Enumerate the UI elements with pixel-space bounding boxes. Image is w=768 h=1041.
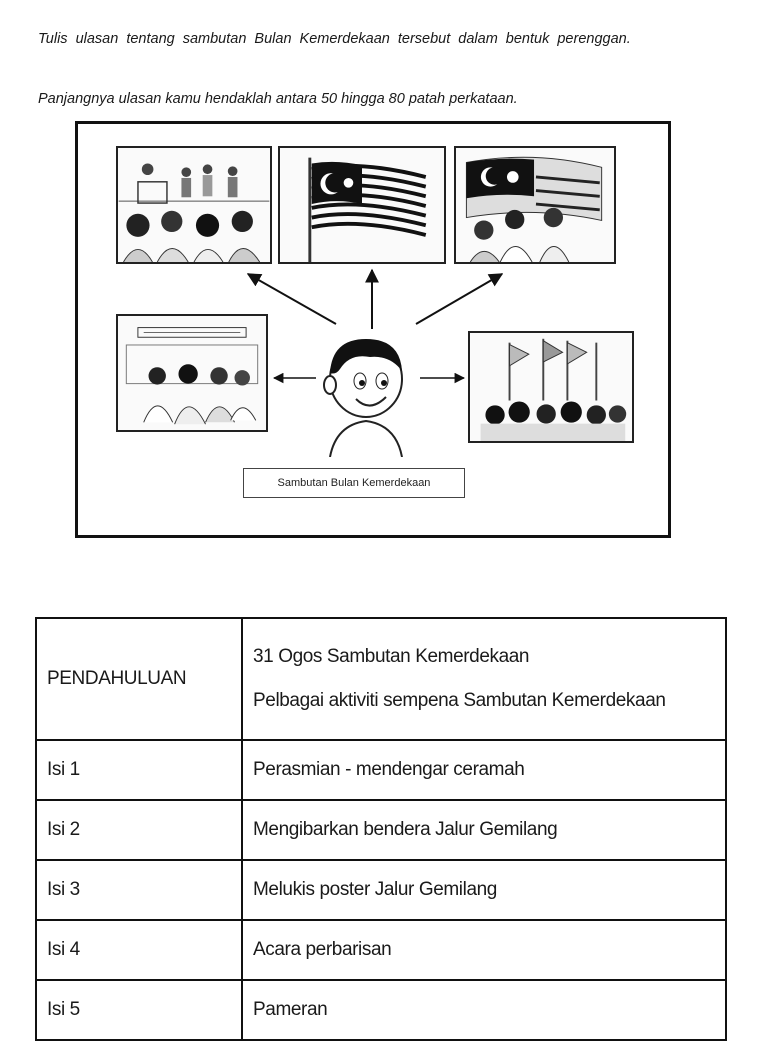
row-content: Pameran	[242, 980, 726, 1040]
row-label: Isi 3	[36, 860, 242, 920]
row-label: Isi 5	[36, 980, 242, 1040]
intro-line-2: Pelbagai aktiviti sempena Sambutan Kemerdekaan	[253, 690, 666, 711]
figure-caption: Sambutan Bulan Kemerdekaan	[243, 468, 465, 498]
essay-outline-table	[35, 617, 727, 1041]
intro-content	[242, 618, 726, 740]
table-row	[36, 980, 726, 1040]
panel-poster-drawing	[116, 314, 268, 432]
row-label: Isi 2	[36, 800, 242, 860]
table-row	[36, 800, 726, 860]
instruction-word-limit: Panjangnya ulasan kamu hendaklah antara 50 hingga 80 patah perkataan.	[38, 91, 518, 107]
row-content: Mengibarkan bendera Jalur Gemilang	[242, 800, 726, 860]
row-content: Acara perbarisan	[242, 920, 726, 980]
panel-malaysian-flag	[278, 146, 446, 264]
intro-line-1: 31 Ogos Sambutan Kemerdekaan	[253, 646, 530, 667]
picture-stimulus	[75, 121, 671, 538]
panel-flag-waving	[454, 146, 616, 264]
instruction-paragraph: Tulis ulasan tentang sambutan Bulan Kemerdekaan tersebut dalam bentuk perenggan.	[38, 31, 631, 47]
table-row	[36, 740, 726, 800]
table-row	[36, 860, 726, 920]
row-content: Perasmian - mendengar ceramah	[242, 740, 726, 800]
row-label: Isi 1	[36, 740, 242, 800]
row-content: Melukis poster Jalur Gemilang	[242, 860, 726, 920]
boy-illustration	[310, 329, 422, 457]
arrow-to-panel-3	[416, 274, 502, 324]
row-label: Isi 4	[36, 920, 242, 980]
panel-speech-ceremony	[116, 146, 272, 264]
table-row	[36, 920, 726, 980]
intro-label: PENDAHULUAN	[36, 618, 242, 740]
table-row-intro	[36, 618, 726, 740]
panel-parade	[468, 331, 634, 443]
